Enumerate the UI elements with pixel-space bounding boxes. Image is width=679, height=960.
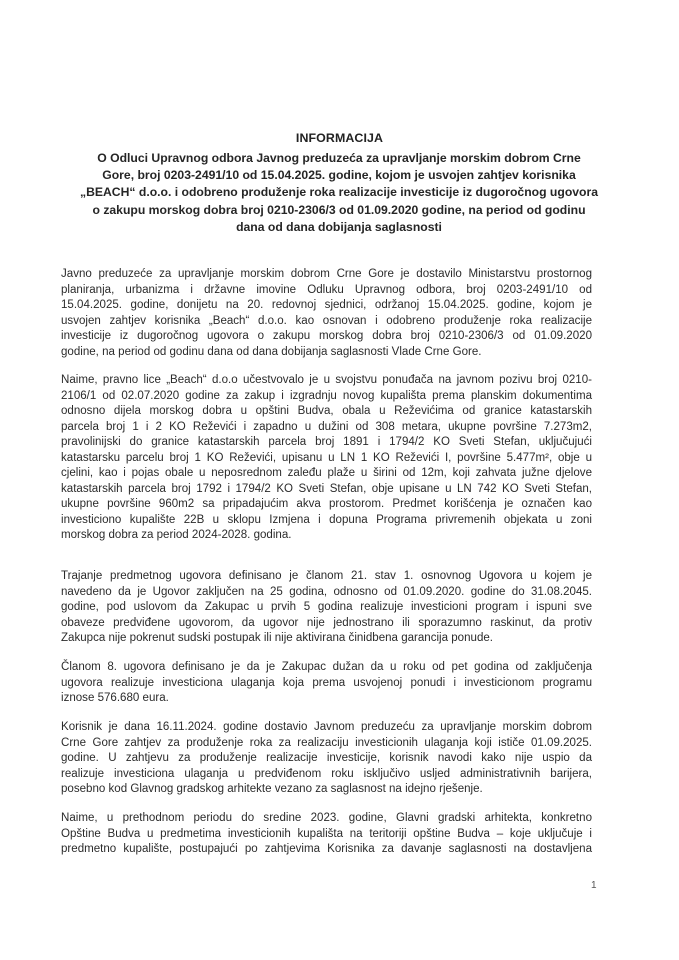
text-line: odnosno dijela morskog dobra u opštini Budva, obala u Reževićima od granice katastarskih <box>61 405 592 418</box>
paragraph-6 <box>61 811 592 858</box>
page-number: 1 <box>591 880 597 891</box>
text-line: Naime, u prethodnom periodu do sredine 2023. godine, Glavni gradski arhitekta, konkretno <box>61 812 592 824</box>
document-title: INFORMACIJA <box>295 131 384 145</box>
document-subtitle <box>78 150 600 236</box>
text-line: Opštine Budva u predmetima investicionih kupališta na teritoriji opštine Budva – koje uključuje i <box>61 827 592 840</box>
text-line: realizuje investiciona ulaganja u predviđenom roku isključivo usljed administrativnih barijera, <box>61 767 592 780</box>
text-line: Korisnik je dana 16.11.2024. godine dostavio Javnom preduzeću za upravljanje morskim dobrom <box>61 721 592 733</box>
text-line: ugovora realizuje investiciona ulaganja koja prema usvojenoj ponudi i investicionom programu <box>61 676 592 689</box>
subtitle-line: Gore, broj 0203-2491/10 od 15.04.2025. godine, kojom je usvojen zahtjev korisnika <box>102 168 576 183</box>
subtitle-line: dana od dana dobijanja saglasnosti <box>236 219 442 234</box>
text-line: obaveze predviđene ugovorom, da ugovor nije jednostrano ili sporazumno raskinut, da protiv <box>61 616 592 629</box>
subtitle-line: O Odluci Upravnog odbora Javnog preduzeća za upravljanje morskim dobrom Crne <box>97 151 581 165</box>
text-line: 2106/1 od 02.07.2020 godine za zakup i izgradnju novog kupališta prema planskim dokumentima <box>61 389 592 402</box>
text-line: katastarsku parcelu broj 1 KO Reževići, upisanu u LN 1 KO Reževići I, površine 5.477m², obje u <box>61 451 592 464</box>
text-line: planiranja, urbanizma i državne imovine Odluku Upravnog odbora, broj 0203-2491/10 od <box>61 283 592 296</box>
text-line: investicije iz dugoročnog ugovora o zakupu morskog dobra broj 0210-2306/3 od 01.09.2020 <box>61 330 592 343</box>
paragraph-4 <box>61 660 592 707</box>
text-line: cjelini, kao i pojas obale u neposrednom zaleđu plaže u širini od 12m, koji zahvata južne djelove <box>61 467 592 480</box>
text-line: Članom 8. ugovora definisano je da je Zakupac dužan da u roku od pet godina od zaključenja <box>61 661 592 673</box>
text-line: parcela broj 1 i 2 KO Reževići i zapadno u dužini od 308 metara, ukupne površine 7.273m2, <box>61 420 592 433</box>
paragraph-1 <box>61 267 592 360</box>
paragraph-2 <box>61 373 592 544</box>
text-line: godine. U zahtjevu za produženje realizacije investicije, korisnik navodi kako nije uspio da <box>61 752 592 765</box>
text-line: ukupne površine 960m2 sa pripadajućim akva prostorom. Predmet korišćenja je označen kao <box>61 498 592 511</box>
text-line: katastarskih parcela broj 1792 i 1794/2 KO Sveti Stefan, obje upisane u LN 742 KO Sveti Stefan, <box>61 482 592 495</box>
text-line: Naime, pravno lice „Beach“ d.o.o učestvovalo je u svojstvu ponuđača na javnom pozivu broj 0210- <box>61 374 592 386</box>
text-line: predmetno kupalište, postupajući po zahtjevima Korisnika za davanje saglasnosti na dostavljena <box>61 843 592 856</box>
paragraph-5 <box>61 720 592 798</box>
text-line: Crne Gore zahtjev za produženje roka za realizaciju investicionih ulaganja koji ističe 01.09.2025. <box>61 736 592 749</box>
text-line: morskog dobra za period 2024-2028. godina. <box>61 529 292 542</box>
text-line: usvojen zahtjev korisnika „Beach“ d.o.o. kao osnovan i odobreno produženje roka realizacije <box>61 314 592 327</box>
paragraph-3 <box>61 569 592 647</box>
text-line: godine, pod uslovom da Zakupac u prvih 5 godina realizuje investicioni program i ispuni sve <box>61 601 592 614</box>
text-line: 15.04.2025. godine, donijetu na 20. redovnoj sjednici, održanoj 15.04.2025. godine, kojom je <box>61 299 592 312</box>
text-line: Zakupca nije pokrenut sudski postupak ili nije aktivirana činidbena garancija ponude. <box>61 632 493 645</box>
text-line: posebno kod Glavnog gradskog arhitekte vezano za saglasnost na idejno rješenje. <box>61 783 483 796</box>
text-line: investiciono kupalište 22B u sklopu Izmjena i dopuna Programa privremenih objekata u zoni <box>61 513 592 526</box>
text-line: iznose 576.680 eura. <box>61 692 169 705</box>
text-line: godine, na period od godinu dana od dana dobijanja saglasnosti Vlade Crne Gore. <box>61 345 482 358</box>
text-line: Javno preduzeće za upravljanje morskim dobrom Crne Gore je dostavilo Ministarstvu prostornog <box>61 268 592 280</box>
text-line: Trajanje predmetnog ugovora definisano je članom 21. stav 1. osnovnog Ugovora u kojem je <box>61 570 592 582</box>
subtitle-line: o zakupu morskog dobra broj 0210-2306/3 od 01.09.2020 godine, na period od godinu <box>92 202 586 217</box>
text-line: navedeno da je Ugovor zaključen na 25 godina, odnosno od 01.09.2020. godine do 31.08.2045. <box>61 585 592 598</box>
subtitle-line: „BEACH“ d.o.o. i odobreno produženje roka realizacije investicije iz dugoročnog ugovora <box>79 185 599 200</box>
text-line: pravolinijski do granice katastarskih parcela broj 1891 i 1794/2 KO Sveti Stefan, uključujući <box>61 436 592 449</box>
